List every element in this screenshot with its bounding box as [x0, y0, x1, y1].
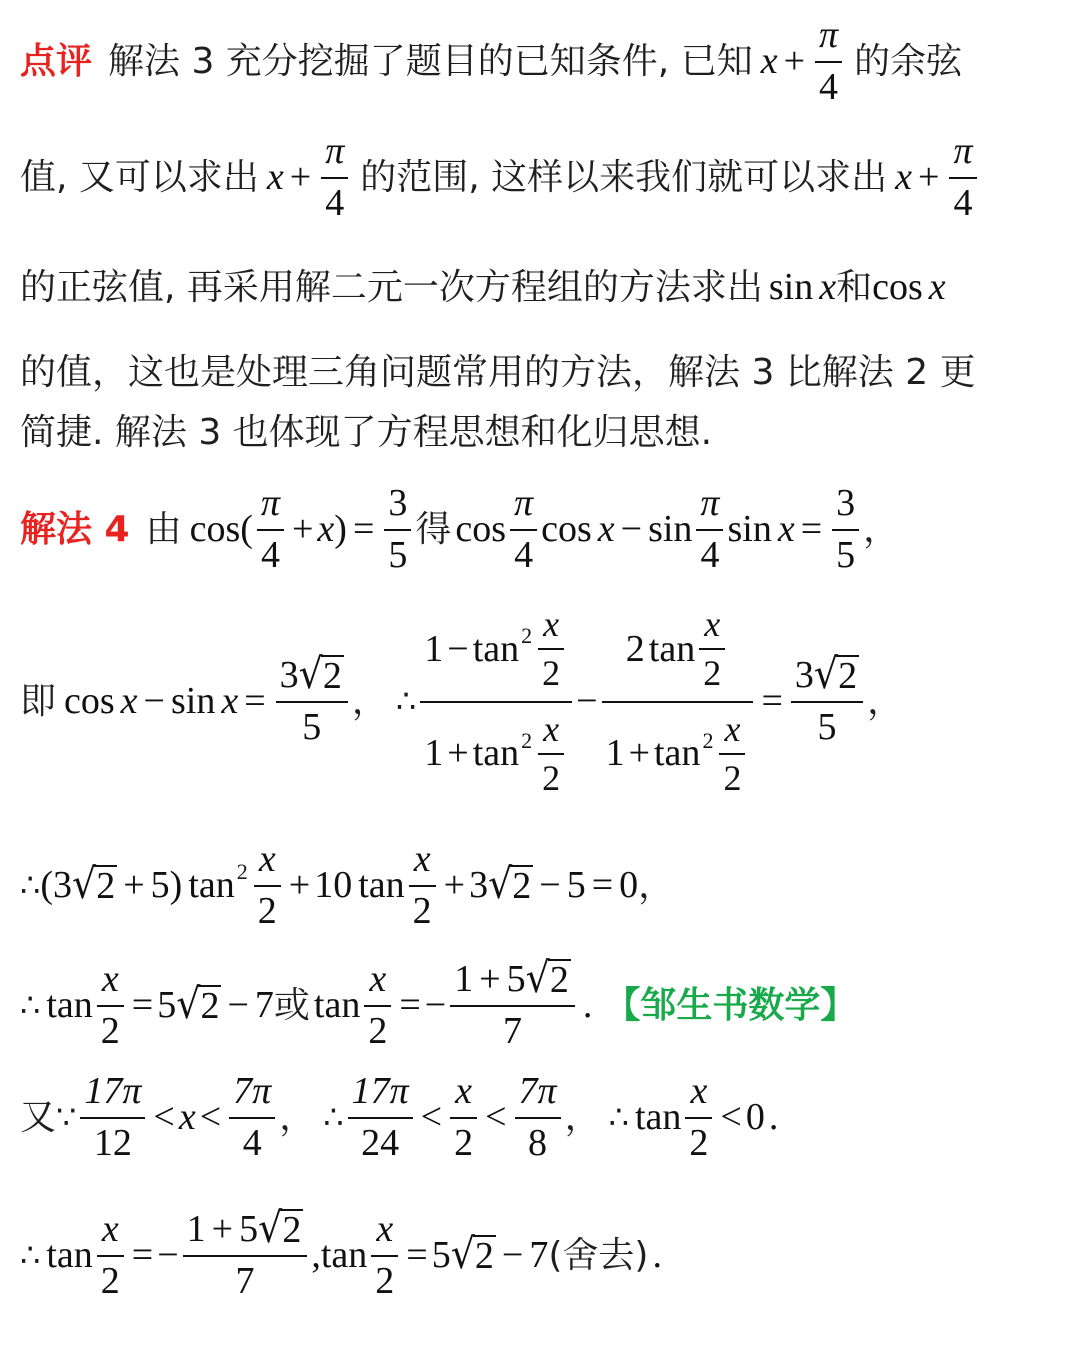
watermark-label: 【邹生书数学】 — [604, 984, 857, 1026]
fraction-x-over-2: $\frac{x}{2}$ — [254, 838, 281, 933]
math-func: cos — [872, 266, 923, 308]
math-var: x — [928, 266, 946, 308]
method4-text: 又 — [20, 1096, 57, 1138]
fraction-x-over-2: $\frac{x}{2}$ — [97, 1208, 124, 1303]
fraction-7pi-over-4: $\frac{7\pi}{4}$ — [229, 1070, 275, 1165]
comment-text: 的范围, 这样以来我们就可以求出 — [360, 156, 888, 198]
fraction-3sqrt2-over-5: 3 √ 2 5 — [791, 654, 863, 749]
therefore-symbol: ∴ — [20, 1236, 41, 1275]
comment-text: 的余弦 — [854, 40, 963, 82]
method4-text: 即 — [20, 681, 57, 723]
fraction-1plus5sqrt2-over-7: 1 + 5 √ 2 7 — [450, 958, 575, 1053]
fraction-pi-over-4: $\frac{\pi}{4}$ — [321, 130, 348, 225]
fraction-17pi-over-12: $\frac{17\pi}{12}$ — [80, 1070, 145, 1165]
comment-text: 的正弦值, 再采用解二元一次方程组的方法求出 — [20, 267, 763, 309]
method4-line-6: ∴ tan $\frac{x}{2}$ = − 1 + 5 √ 2 7 , tan $\frac{x}{2}$ = 5 √ 2 − 7 (舍去) . — [20, 1203, 662, 1302]
method4-text: (舍去) — [548, 1234, 649, 1276]
fraction-3sqrt2-over-5: 3 √ 2 5 — [276, 654, 348, 749]
comment-line-1 — [20, 14, 1068, 109]
fraction-pi-over-4: $\frac{\pi}{4}$ — [815, 14, 842, 109]
comment-text: 解法 3 充分挖掘了题目的已知条件, 已知 — [108, 40, 753, 82]
method4-line-1: 解法 4 由 cos ( $\frac{\pi}{4}$ + x ) = $\frac{3}{5}$ 得 cos $\frac{\pi}{4}$ cos x − sin $\frac{\pi}{4}$ sin x = $\frac{3}{5}$ ， — [20, 482, 900, 576]
fraction-x-over-2: $\frac{x}{2}$ — [685, 1070, 712, 1165]
fraction-pi-over-4: $\frac{\pi}{4}$ — [696, 482, 723, 577]
comment-text: 的值，这也是处理三角问题常用的方法，解法 3 比解法 2 更 — [20, 352, 976, 393]
comment-tag: 点评 — [20, 40, 93, 82]
math-var: x — [895, 155, 913, 198]
fraction-x-over-2: $\frac{x}{2}$ — [450, 1070, 477, 1165]
fraction-cos-half-angle: 1 − tan $^2$ $\frac{x}{2}$ 1 + tan $^2$ $\frac{x}{2}$ — [420, 604, 572, 800]
therefore-symbol: ∴ — [608, 1098, 629, 1137]
fraction-x-over-2: $\frac{x}{2}$ — [371, 1208, 398, 1303]
fraction-3-over-5: $\frac{3}{5}$ — [384, 482, 411, 577]
fraction-sin-half-angle: 2 tan $\frac{x}{2}$ 1 + tan $^2$ $\frac{x}{2}$ — [602, 604, 754, 800]
fraction-x-over-2: $\frac{x}{2}$ — [409, 838, 436, 933]
because-symbol: ∵ — [56, 1098, 77, 1137]
comment-text: 值, 又可以求出 — [20, 156, 259, 198]
therefore-symbol: ∴ — [20, 986, 41, 1025]
method4-line-5: 又 ∵ $\frac{17\pi}{12}$ < x < $\frac{7\pi}{4}$ ， ∴ $\frac{17\pi}{24}$ < $\frac{x}{2}$ < $\frac{7\pi}{8}$ ， ∴ tan $\frac{x}{2}$ < 0 . — [20, 1070, 779, 1164]
fraction-17pi-over-24: $\frac{17\pi}{24}$ — [348, 1070, 413, 1165]
math-func: cos — [189, 507, 241, 550]
method4-line-3: ∴ ( 3 √ 2 + 5 ) tan $^2$ $\frac{x}{2}$ + 10 tan $\frac{x}{2}$ + 3 √ 2 − 5 = 0 ， — [20, 838, 675, 932]
comment-text: 简捷. 解法 3 也体现了方程思想和化归思想. — [20, 412, 713, 453]
method4-text: 得 — [415, 508, 452, 550]
method4-text: 由 — [145, 508, 182, 550]
comment-line-4 — [20, 352, 1068, 393]
fraction-7pi-over-8: $\frac{7\pi}{8}$ — [515, 1070, 561, 1165]
comment-line-3 — [20, 266, 1068, 310]
math-op: + — [289, 155, 312, 198]
math-op: + — [783, 39, 806, 82]
fraction-x-over-2: $\frac{x}{2}$ — [364, 958, 391, 1053]
math-func: sin — [768, 266, 814, 308]
therefore-symbol: ∴ — [395, 682, 417, 721]
math-op: + — [918, 155, 940, 198]
fraction-x-over-2: $\frac{x}{2}$ — [97, 958, 124, 1053]
therefore-symbol: ∴ — [323, 1098, 344, 1137]
comment-text: 和 — [836, 267, 873, 309]
fraction-3-over-5: $\frac{3}{5}$ — [832, 482, 859, 577]
method4-text: 或 — [273, 984, 310, 1026]
method4-tag: 解法 4 — [20, 508, 130, 550]
fraction-pi-over-4: $\frac{\pi}{4}$ — [257, 482, 284, 577]
comment-line-2 — [20, 130, 1068, 225]
method4-line-2: 即 cos x − sin x = 3 √ 2 5 ， ∴ 1 − tan $^2$ $\frac{x}{2}$ 1 + tan $^2$ $\frac{x}{2}$ − 2 tan $\frac{x}{2}$ 1 + tan $^2$ $\frac{x}{2}$ = 3 √ 2 5 ， — [20, 604, 904, 799]
math-var: x — [819, 266, 837, 308]
fraction-pi-over-4: $\frac{\pi}{4}$ — [949, 130, 976, 225]
comment-line-5 — [20, 412, 1068, 453]
math-var: x — [760, 39, 778, 82]
therefore-symbol: ∴ — [20, 866, 41, 905]
method4-line-4: ∴ tan $\frac{x}{2}$ = 5 √ 2 − 7 或 tan $\frac{x}{2}$ = − 1 + 5 √ 2 7 . 【邹生书数学】 — [20, 953, 857, 1052]
fraction-1plus5sqrt2-over-7: 1 + 5 √ 2 7 — [183, 1208, 308, 1303]
fraction-pi-over-4: $\frac{\pi}{4}$ — [510, 482, 537, 577]
math-var: x — [266, 155, 284, 198]
